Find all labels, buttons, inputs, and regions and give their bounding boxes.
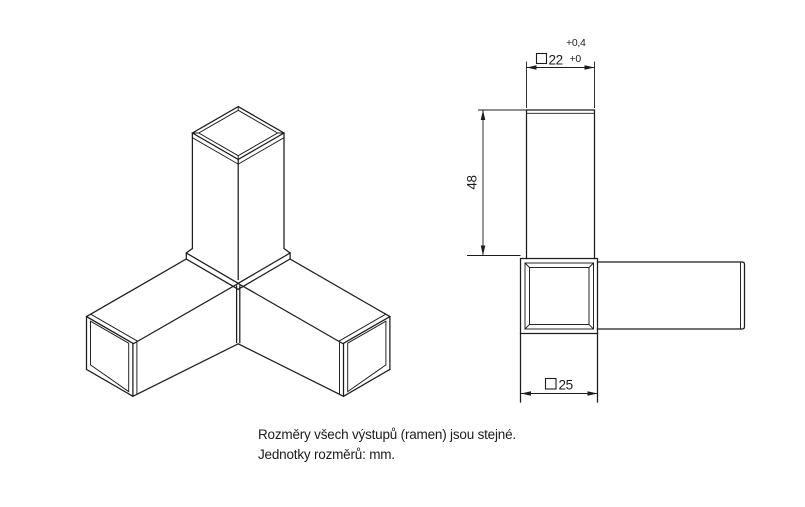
- center-face-inner: [530, 268, 590, 325]
- dimension-value: 22: [548, 52, 563, 68]
- front-view: [521, 110, 745, 402]
- arrowhead-right: [585, 65, 595, 70]
- arrowhead-top: [481, 110, 486, 120]
- note-line-2: Jednotky rozměrů: mm.: [258, 447, 395, 462]
- arrowhead-left: [527, 65, 537, 70]
- extension-lines: [527, 62, 595, 109]
- square-symbol: [537, 54, 547, 64]
- drawing-notes: [258, 427, 516, 462]
- tolerance-lower: +0: [569, 53, 581, 65]
- dimension-value: 25: [558, 377, 573, 393]
- dimension-value: 48: [464, 175, 480, 190]
- square-symbol: [546, 379, 557, 390]
- arrowhead-right: [588, 391, 598, 396]
- arrowhead-left: [521, 391, 531, 396]
- dimension-arm-width: [527, 37, 595, 108]
- isometric-view: [87, 107, 390, 397]
- arrowhead-bottom: [481, 246, 486, 256]
- vertical-arm: [527, 110, 595, 259]
- center-face-corner-chamfers: [525, 263, 594, 329]
- horizontal-arm: [598, 262, 745, 329]
- dimension-body-width: [521, 378, 598, 396]
- tolerance-upper: +0,4: [566, 37, 586, 49]
- dimension-arm-length: [465, 110, 527, 256]
- iso-main-outline: [87, 107, 390, 397]
- note-line-1: Rozměry všech výstupů (ramen) jsou stejné.: [258, 427, 516, 442]
- center-face-middle: [525, 263, 594, 329]
- center-face-outer: [521, 259, 598, 334]
